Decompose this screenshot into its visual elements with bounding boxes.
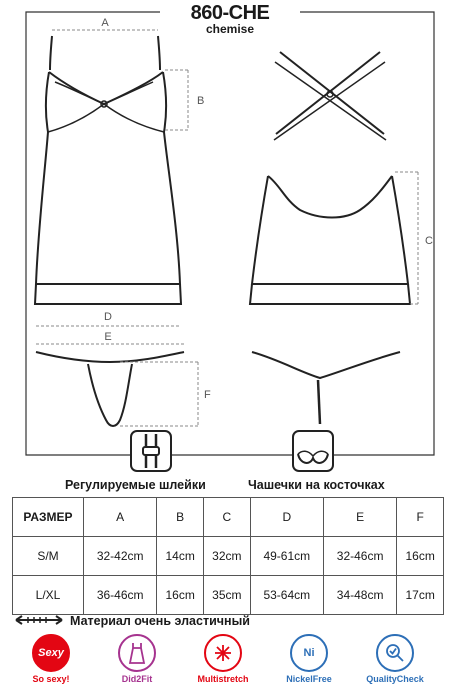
front-chemise [35,36,181,304]
dim-d-label: D [104,311,112,323]
quality-check-icon [376,634,414,672]
table-header-cell: E [323,498,396,537]
table-cell: 32-46cm [323,537,396,576]
product-type: chemise [205,22,255,36]
front-thong [36,352,184,426]
badge-label: NickelFree [286,674,332,684]
table-cell: 16cm [157,576,204,615]
dress-icon [118,634,156,672]
straps-caption: Регулируемые шлейки [65,478,206,492]
table-cell: 32-42cm [84,537,157,576]
dim-f-label: F [204,389,211,401]
badge-multistretch [188,634,258,684]
sexy-icon: Sexy [32,634,70,672]
table-header-cell: C [203,498,250,537]
table-header-cell: A [84,498,157,537]
badge-so-sexy [16,634,86,684]
table-cell: 32cm [203,537,250,576]
table-header-row [13,498,444,537]
table-cell: 34-48cm [323,576,396,615]
table-header-cell: РАЗМЕР [13,498,84,537]
badge-label: So sexy! [32,674,70,684]
table-cell: 36-46cm [84,576,157,615]
back-chemise [250,52,410,304]
table-row [13,576,444,615]
table-cell: 53-64cm [250,576,323,615]
nickel-free-icon: Ni [290,634,328,672]
table-row [13,537,444,576]
badge-nickelfree [274,634,344,684]
back-thong [252,352,400,424]
badge-label: QualityCheck [366,674,424,684]
table-header-cell: B [157,498,204,537]
frame-border [26,12,434,455]
adjustable-straps-icon [130,430,172,472]
table-cell: 49-61cm [250,537,323,576]
model-title: 860-CHE [190,2,270,24]
table-cell: S/M [13,537,84,576]
dim-b-label: B [197,95,205,107]
cups-caption: Чашечки на косточках [248,478,385,492]
dim-a-label: A [101,17,109,29]
badge-label: Did2Fit [121,674,153,684]
table-cell: 14cm [157,537,204,576]
badge-qualitycheck [360,634,430,684]
dim-e-label: E [104,331,112,343]
stretch-arrows-icon [14,614,64,626]
material-note: Материал очень эластичный [70,614,250,628]
table-cell: 35cm [203,576,250,615]
stretch-icon [204,634,242,672]
badge-did2fit [102,634,172,684]
dim-c-label: C [425,235,433,247]
size-table [12,497,444,615]
table-cell: 16cm [397,537,444,576]
table-header-cell: F [397,498,444,537]
table-cell: 17cm [397,576,444,615]
table-header-cell: D [250,498,323,537]
underwire-cups-icon [292,430,334,472]
table-cell: L/XL [13,576,84,615]
badge-label: Multistretch [197,674,249,684]
